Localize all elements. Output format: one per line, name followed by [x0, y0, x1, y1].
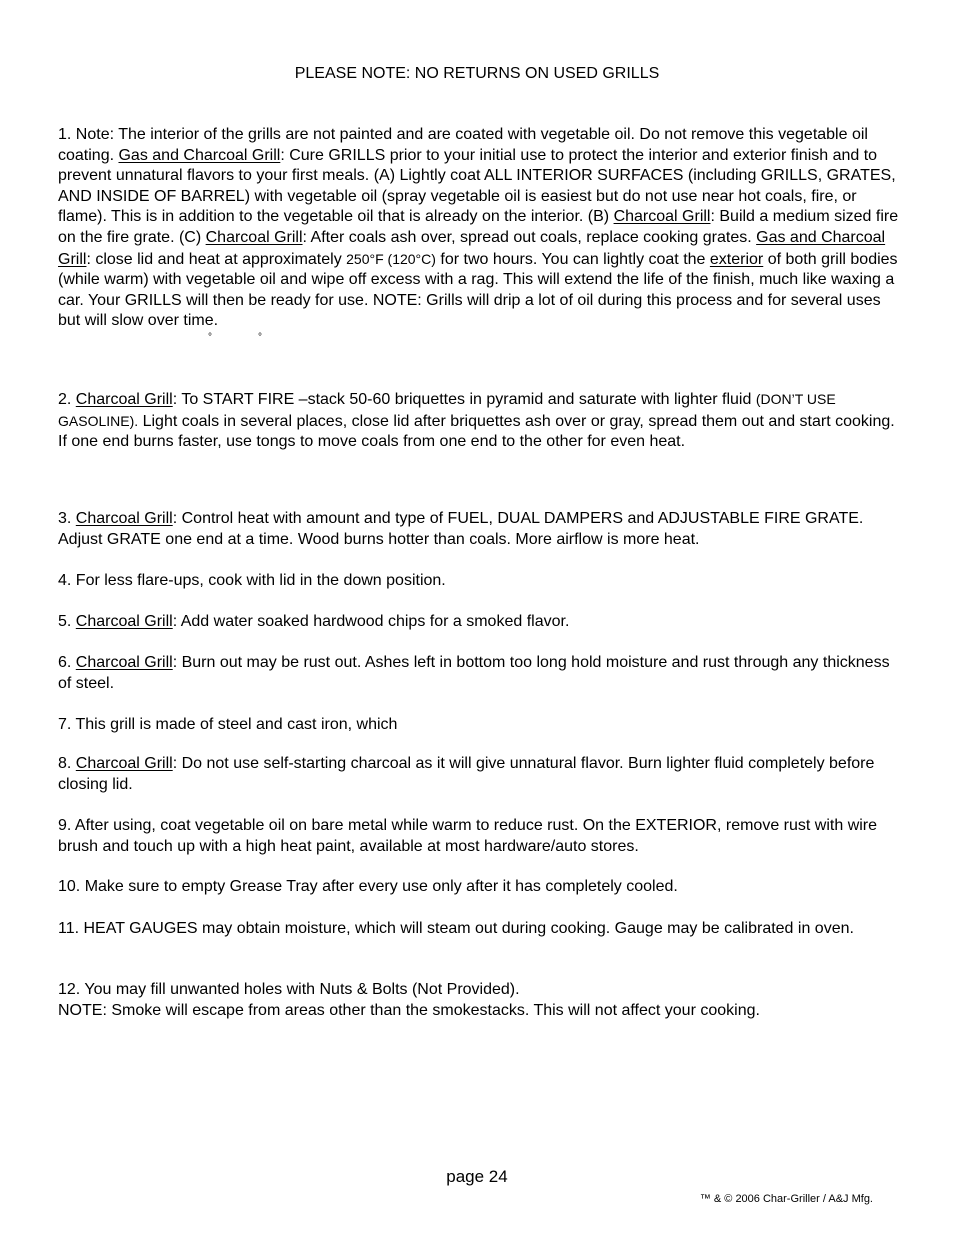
underlined-label: Charcoal Grill	[613, 208, 711, 226]
instruction-11: 11. HEAT GAUGES may obtain moisture, which will steam out during cooking. Gauge may be calibrated in oven.	[58, 920, 854, 937]
instruction-5: 5. Charcoal Grill: Add water soaked hardwood chips for a smoked flavor.	[58, 613, 570, 630]
instruction-9: 9. After using, coat vegetable oil on bare metal while warm to reduce rust. On the EXTERIOR, remove rust with wire brush and touch up with a high heat paint, available at most hardware/auto stores.	[58, 817, 878, 855]
copyright-notice: ™ & © 2006 Char-Griller / A&J Mfg.	[699, 1193, 873, 1205]
instruction-4: 4. For less flare-ups, cook with lid in the down position.	[58, 572, 446, 589]
underlined-label: exterior	[709, 250, 764, 268]
underlined-label: Charcoal Grill	[75, 613, 173, 630]
instruction-7: 7. This grill is made of steel and cast iron, which	[58, 716, 398, 733]
stray-degree-mark: °	[208, 332, 212, 343]
instruction-1: 1. Note: The interior of the grills are not painted and are coated with vegetable oil. Do not remove this vegetable oil coating. Gas and Charcoal Grill: Cure GRILLS prior to your initial use to protect the interior and exterior finish and to prevent unnatural flavors to your first meals. (A) Lightly coat ALL INTERIOR SURFACES (including GRILLS, GRATES, AND INSIDE OF BARREL) with vegetable oil (spray vegetable oil is easiest but do not use near hot coals, fire, or flame). This is in addition to the vegetable oil that is already on the interior. (B) Charcoal Grill: Build a medium sized fire on the fire grate. (C) Charcoal Grill: After coals ash over, spread out coals, replace cooking grates. Gas and Charcoal Grill: close lid and heat at approximately 250°F (120°C) for two hours. You can lightly coat the exterior of both grill bodies (while warm) with vegetable oil and wipe off excess with a rag. This will extend the life of the finish, much like waxing a car. Your GRILLS will then be ready for use. NOTE: Grills will drip a lot of oil during this process and for several uses but will slow over time.	[58, 126, 899, 330]
instruction-8: 8. Charcoal Grill: Do not use self-starting charcoal as it will give unnatural flavor. Burn lighter fluid completely before closing lid.	[58, 755, 875, 793]
stray-degree-mark: °	[258, 332, 262, 343]
underlined-label: Charcoal Grill	[75, 510, 173, 527]
underlined-label: Gas and Charcoal Grill	[118, 146, 281, 164]
instruction-2: 2. Charcoal Grill: To START FIRE –stack 50-60 briquettes in pyramid and saturate with lighter fluid (DON’T USE GASOLINE). Light coals in several places, close lid after briquettes ash over or gray, spread them out and start cooking. If one end burns faster, use tongs to move coals from one end to the other for even heat.	[58, 391, 895, 451]
instruction-10: 10. Make sure to empty Grease Tray after every use only after it has completely cooled.	[58, 878, 678, 895]
gasoline-warning: (DON’T USE GASOLINE).	[58, 391, 836, 429]
instruction-3: 3. Charcoal Grill: Control heat with amount and type of FUEL, DUAL DAMPERS and ADJUSTABLE FIRE GRATE. Adjust GRATE one end at a time. Wood burns hotter than coals. More airflow is more heat.	[58, 510, 864, 548]
smoke-note: NOTE: Smoke will escape from areas other than the smokestacks. This will not affect your cooking.	[58, 1001, 760, 1019]
instruction-6: 6. Charcoal Grill: Burn out may be rust out. Ashes left in bottom too long hold moisture and rust through any thickness of steel.	[58, 654, 890, 692]
no-returns-notice: PLEASE NOTE: NO RETURNS ON USED GRILLS	[294, 65, 660, 82]
underlined-label: Charcoal Grill	[75, 654, 173, 671]
underlined-label: Charcoal Grill	[205, 228, 303, 246]
page-number: page 24	[446, 1167, 508, 1186]
instruction-12: 12. You may fill unwanted holes with Nuts & Bolts (Not Provided). NOTE: Smoke will escape from areas other than the smokestacks. This will not affect your cooking.	[58, 981, 760, 1019]
underlined-label: Charcoal Grill	[75, 755, 173, 772]
underlined-label: Charcoal Grill	[75, 391, 173, 408]
underlined-label: Gas and Charcoal Grill	[58, 228, 886, 268]
temperature-value: 250°F (120°C)	[346, 250, 436, 267]
